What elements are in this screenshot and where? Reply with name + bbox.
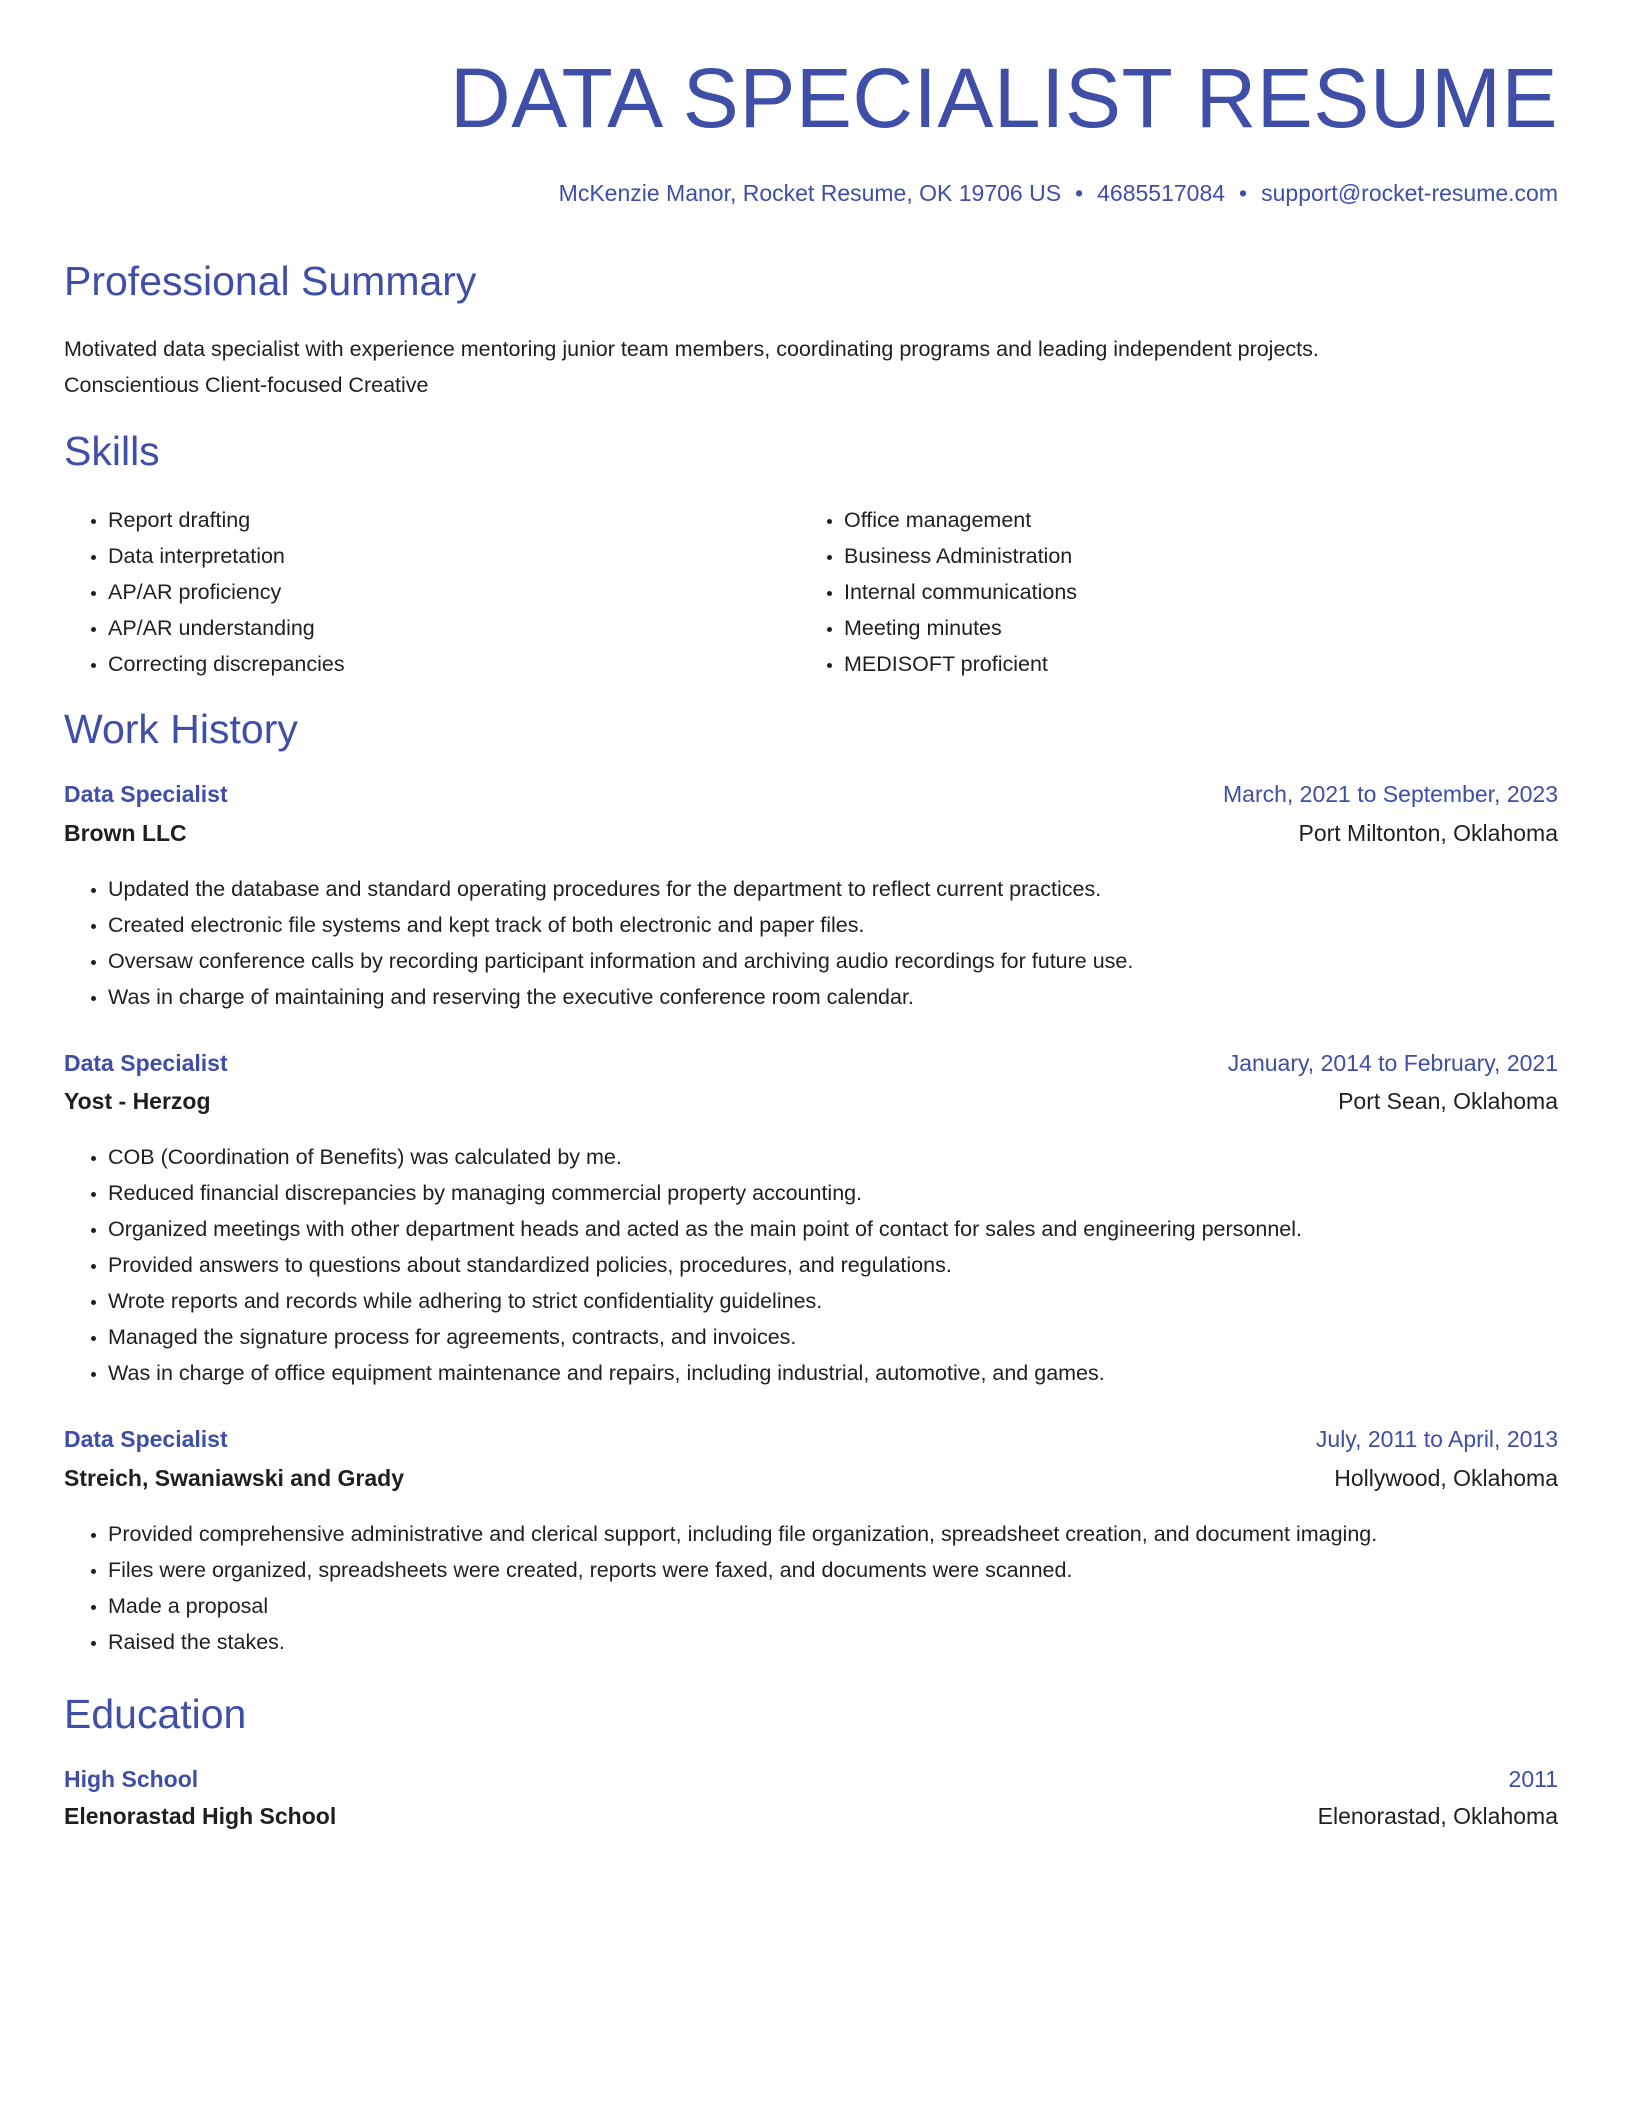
summary-text-block xyxy=(64,331,1558,403)
job-dates: July, 2011 to April, 2013 xyxy=(1315,1426,1558,1452)
skill-item: • Business Administration xyxy=(844,538,1077,574)
education-subheader xyxy=(64,1803,1558,1839)
skill-item: • Meeting minutes xyxy=(844,610,1077,646)
job-bullet: • Files were organized, spreadsheets were created, reports were faxed, and documents were scanned. xyxy=(108,1552,1377,1588)
job-header xyxy=(64,1426,1558,1462)
job-header xyxy=(64,1050,1558,1086)
job-location: Port Sean, Oklahoma xyxy=(1338,1088,1558,1114)
job-bullet: • Reduced financial discrepancies by managing commercial property accounting. xyxy=(108,1175,1302,1211)
skill-item: • Internal communications xyxy=(844,574,1077,610)
job-header xyxy=(64,781,1558,817)
job-title: Data Specialist xyxy=(64,1050,228,1076)
skills-list-right xyxy=(800,502,1077,682)
job-bullet: • COB (Coordination of Benefits) was calculated by me. xyxy=(108,1139,1302,1175)
education-year: 2011 xyxy=(1508,1766,1558,1792)
job-bullets xyxy=(64,871,1133,1015)
separator-dot: • xyxy=(1075,180,1084,206)
job-bullets xyxy=(64,1516,1377,1660)
job-title: Data Specialist xyxy=(64,781,228,807)
education-school: Elenorastad High School xyxy=(64,1803,337,1829)
job-bullet: • Was in charge of office equipment maintenance and repairs, including industrial, automotive, and games. xyxy=(108,1355,1302,1391)
job-bullet: • Raised the stakes. xyxy=(108,1624,1377,1660)
job-location: Port Miltonton, Oklahoma xyxy=(1298,820,1558,846)
skill-item: • AP/AR proficiency xyxy=(108,574,345,610)
job-bullet: • Created electronic file systems and kept track of both electronic and paper files. xyxy=(108,907,1133,943)
job-dates: March, 2021 to September, 2023 xyxy=(1223,781,1558,807)
skill-item: • Correcting discrepancies xyxy=(108,646,345,682)
summary-traits: Conscientious Client-focused Creative xyxy=(64,373,429,397)
job-company: Streich, Swaniawski and Grady xyxy=(64,1465,405,1491)
job-company: Brown LLC xyxy=(64,820,187,846)
skills-heading: Skills xyxy=(64,428,160,474)
education-degree: High School xyxy=(64,1766,199,1792)
contact-phone: 4685517084 xyxy=(1097,180,1226,206)
job-company: Yost - Herzog xyxy=(64,1088,211,1114)
skill-item: • Data interpretation xyxy=(108,538,345,574)
contact-address: McKenzie Manor, Rocket Resume, OK 19706 US xyxy=(558,180,1062,206)
job-bullet: • Was in charge of maintaining and reserving the executive conference room calendar. xyxy=(108,979,1133,1015)
job-bullet: • Oversaw conference calls by recording participant information and archiving audio recordings for future use. xyxy=(108,943,1133,979)
education-heading: Education xyxy=(64,1691,247,1737)
job-subheader xyxy=(64,1088,1558,1124)
summary-text: Motivated data specialist with experience mentoring junior team members, coordinating programs and leading independent projects. xyxy=(64,337,1319,361)
skills-list-left xyxy=(64,502,345,682)
job-subheader xyxy=(64,820,1558,856)
resume-title: DATA SPECIALIST RESUME xyxy=(450,51,1558,145)
skill-item: • AP/AR understanding xyxy=(108,610,345,646)
summary-heading: Professional Summary xyxy=(64,258,477,304)
resume-page xyxy=(64,0,1558,2112)
job-bullet: • Updated the database and standard operating procedures for the department to reflect current practices. xyxy=(108,871,1133,907)
job-location: Hollywood, Oklahoma xyxy=(1334,1465,1558,1491)
job-bullet: • Managed the signature process for agreements, contracts, and invoices. xyxy=(108,1319,1302,1355)
job-dates: January, 2014 to February, 2021 xyxy=(1227,1050,1558,1076)
job-bullet: • Provided answers to questions about standardized policies, procedures, and regulations. xyxy=(108,1247,1302,1283)
skill-item: • Office management xyxy=(844,502,1077,538)
job-bullet: • Provided comprehensive administrative and clerical support, including file organization, spreadsheet creation, and document imaging. xyxy=(108,1516,1377,1552)
job-subheader xyxy=(64,1465,1558,1501)
work-history-heading: Work History xyxy=(64,706,298,752)
skill-item: • Report drafting xyxy=(108,502,345,538)
skill-item: • MEDISOFT proficient xyxy=(844,646,1077,682)
job-bullet: • Organized meetings with other department heads and acted as the main point of contact for sales and engineering personnel. xyxy=(108,1211,1302,1247)
job-bullets xyxy=(64,1139,1302,1391)
contact-email: support@rocket-resume.com xyxy=(1261,180,1558,206)
education-location: Elenorastad, Oklahoma xyxy=(1317,1803,1558,1829)
separator-dot: • xyxy=(1239,180,1248,206)
job-bullet: • Made a proposal xyxy=(108,1588,1377,1624)
job-bullet: • Wrote reports and records while adhering to strict confidentiality guidelines. xyxy=(108,1283,1302,1319)
job-title: Data Specialist xyxy=(64,1426,228,1452)
education-header xyxy=(64,1766,1558,1802)
contact-line xyxy=(559,180,1558,207)
